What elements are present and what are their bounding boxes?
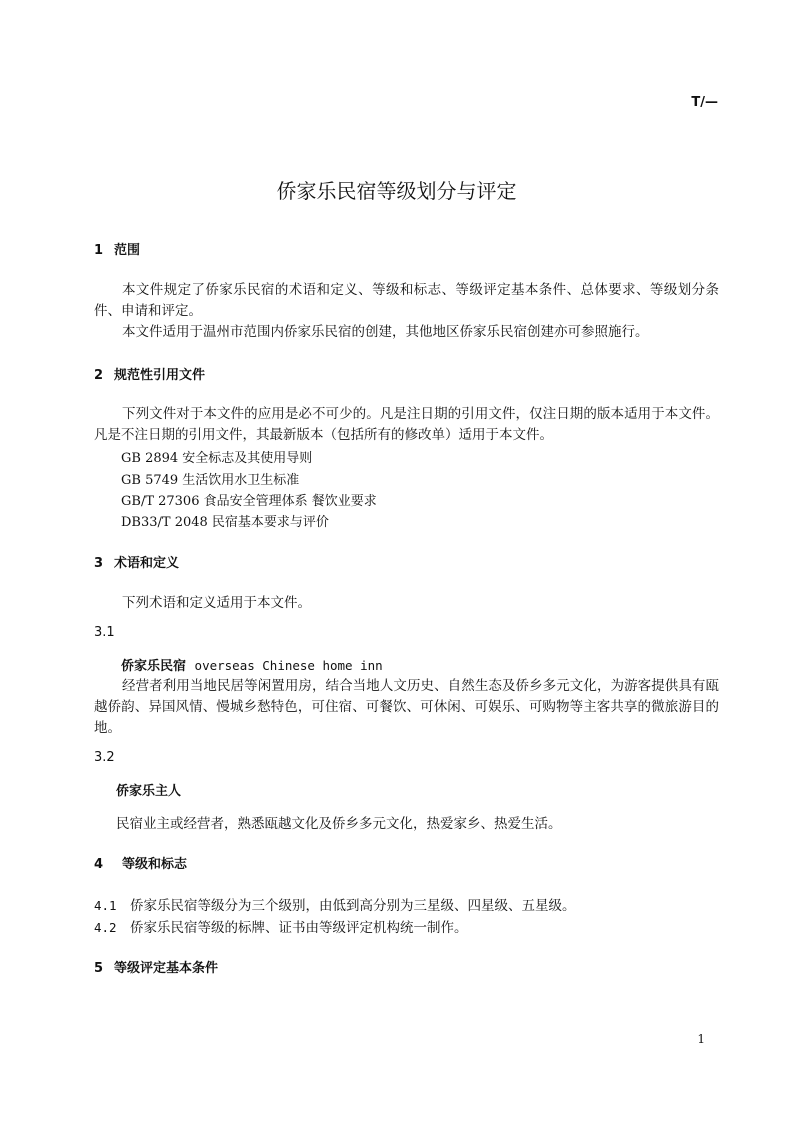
section-number: 3 <box>94 556 104 571</box>
clause-item <box>94 916 468 936</box>
section-4-heading <box>94 853 187 872</box>
reference-item: GB 5749 生活饮用水卫生标准 <box>121 473 300 488</box>
term-3-1 <box>121 655 383 674</box>
section-3-heading <box>94 552 179 571</box>
clause-text: 侨家乐民宿等级分为三个级别，由低到高分别为三星级、四星级、五星级。 <box>130 898 576 914</box>
section-1-paragraph-2: 本文件适用于温州市范围内侨家乐民宿的创建，其他地区侨家乐民宿创建亦可参照施行。 <box>122 324 649 340</box>
term-chinese: 侨家乐民宿 <box>121 659 187 674</box>
section-number: 1 <box>94 243 104 258</box>
clause-number-3-1: 3.1 <box>94 625 115 640</box>
reference-item: DB33/T 2048 民宿基本要求与评价 <box>121 515 329 530</box>
reference-item: GB 2894 安全标志及其使用导则 <box>121 451 313 466</box>
term-3-2: 侨家乐主人 <box>116 784 182 799</box>
clause-item <box>94 894 576 914</box>
term-3-2-definition: 民宿业主或经营者，熟悉瓯越文化及侨乡多元文化，热爱家乡、热爱生活。 <box>116 816 562 832</box>
section-title: 等级和标志 <box>122 857 188 872</box>
reference-item: GB/T 27306 食品安全管理体系 餐饮业要求 <box>121 494 377 509</box>
term-english: overseas Chinese home inn <box>194 658 383 673</box>
section-2-heading <box>94 364 205 383</box>
section-5-heading <box>94 957 218 976</box>
section-2-paragraph-1: 下列文件对于本文件的应用是必不可少的。凡是注日期的引用文件，仅注日期的版本适用于本文件。凡是不注日期的引用文件，其最新版本（包括所有的修改单）适用于本文件。 <box>94 406 719 443</box>
section-title: 规范性引用文件 <box>114 368 206 383</box>
section-number: 4 <box>94 857 104 872</box>
section-1-heading <box>94 239 140 258</box>
document-title: 侨家乐民宿等级划分与评定 <box>276 179 517 203</box>
section-title: 等级评定基本条件 <box>114 961 219 976</box>
section-3-intro: 下列术语和定义适用于本文件。 <box>122 595 311 611</box>
section-title: 范围 <box>114 243 141 258</box>
section-1-paragraph-1: 本文件规定了侨家乐民宿的术语和定义、等级和标志、等级评定基本条件、总体要求、等级划分条件、申请和评定。 <box>94 282 719 319</box>
clause-number-3-2: 3.2 <box>94 750 115 765</box>
standard-code: T/— <box>691 95 718 110</box>
section-number: 5 <box>94 961 104 976</box>
section-number: 2 <box>94 368 104 383</box>
section-title: 术语和定义 <box>114 556 180 571</box>
clause-text: 侨家乐民宿等级的标牌、证书由等级评定机构统一制作。 <box>130 920 468 936</box>
clause-number: 4.2 <box>94 920 117 935</box>
clause-number: 4.1 <box>94 898 117 913</box>
term-3-1-definition: 经营者利用当地民居等闲置用房，结合当地人文历史、自然生态及侨乡多元文化，为游客提供具有瓯越侨韵、异国风情、慢城乡愁特色，可住宿、可餐饮、可休闲、可娱乐、可购物等主客共享的微旅游目的地。 <box>94 678 719 736</box>
page-number: 1 <box>697 1032 705 1046</box>
